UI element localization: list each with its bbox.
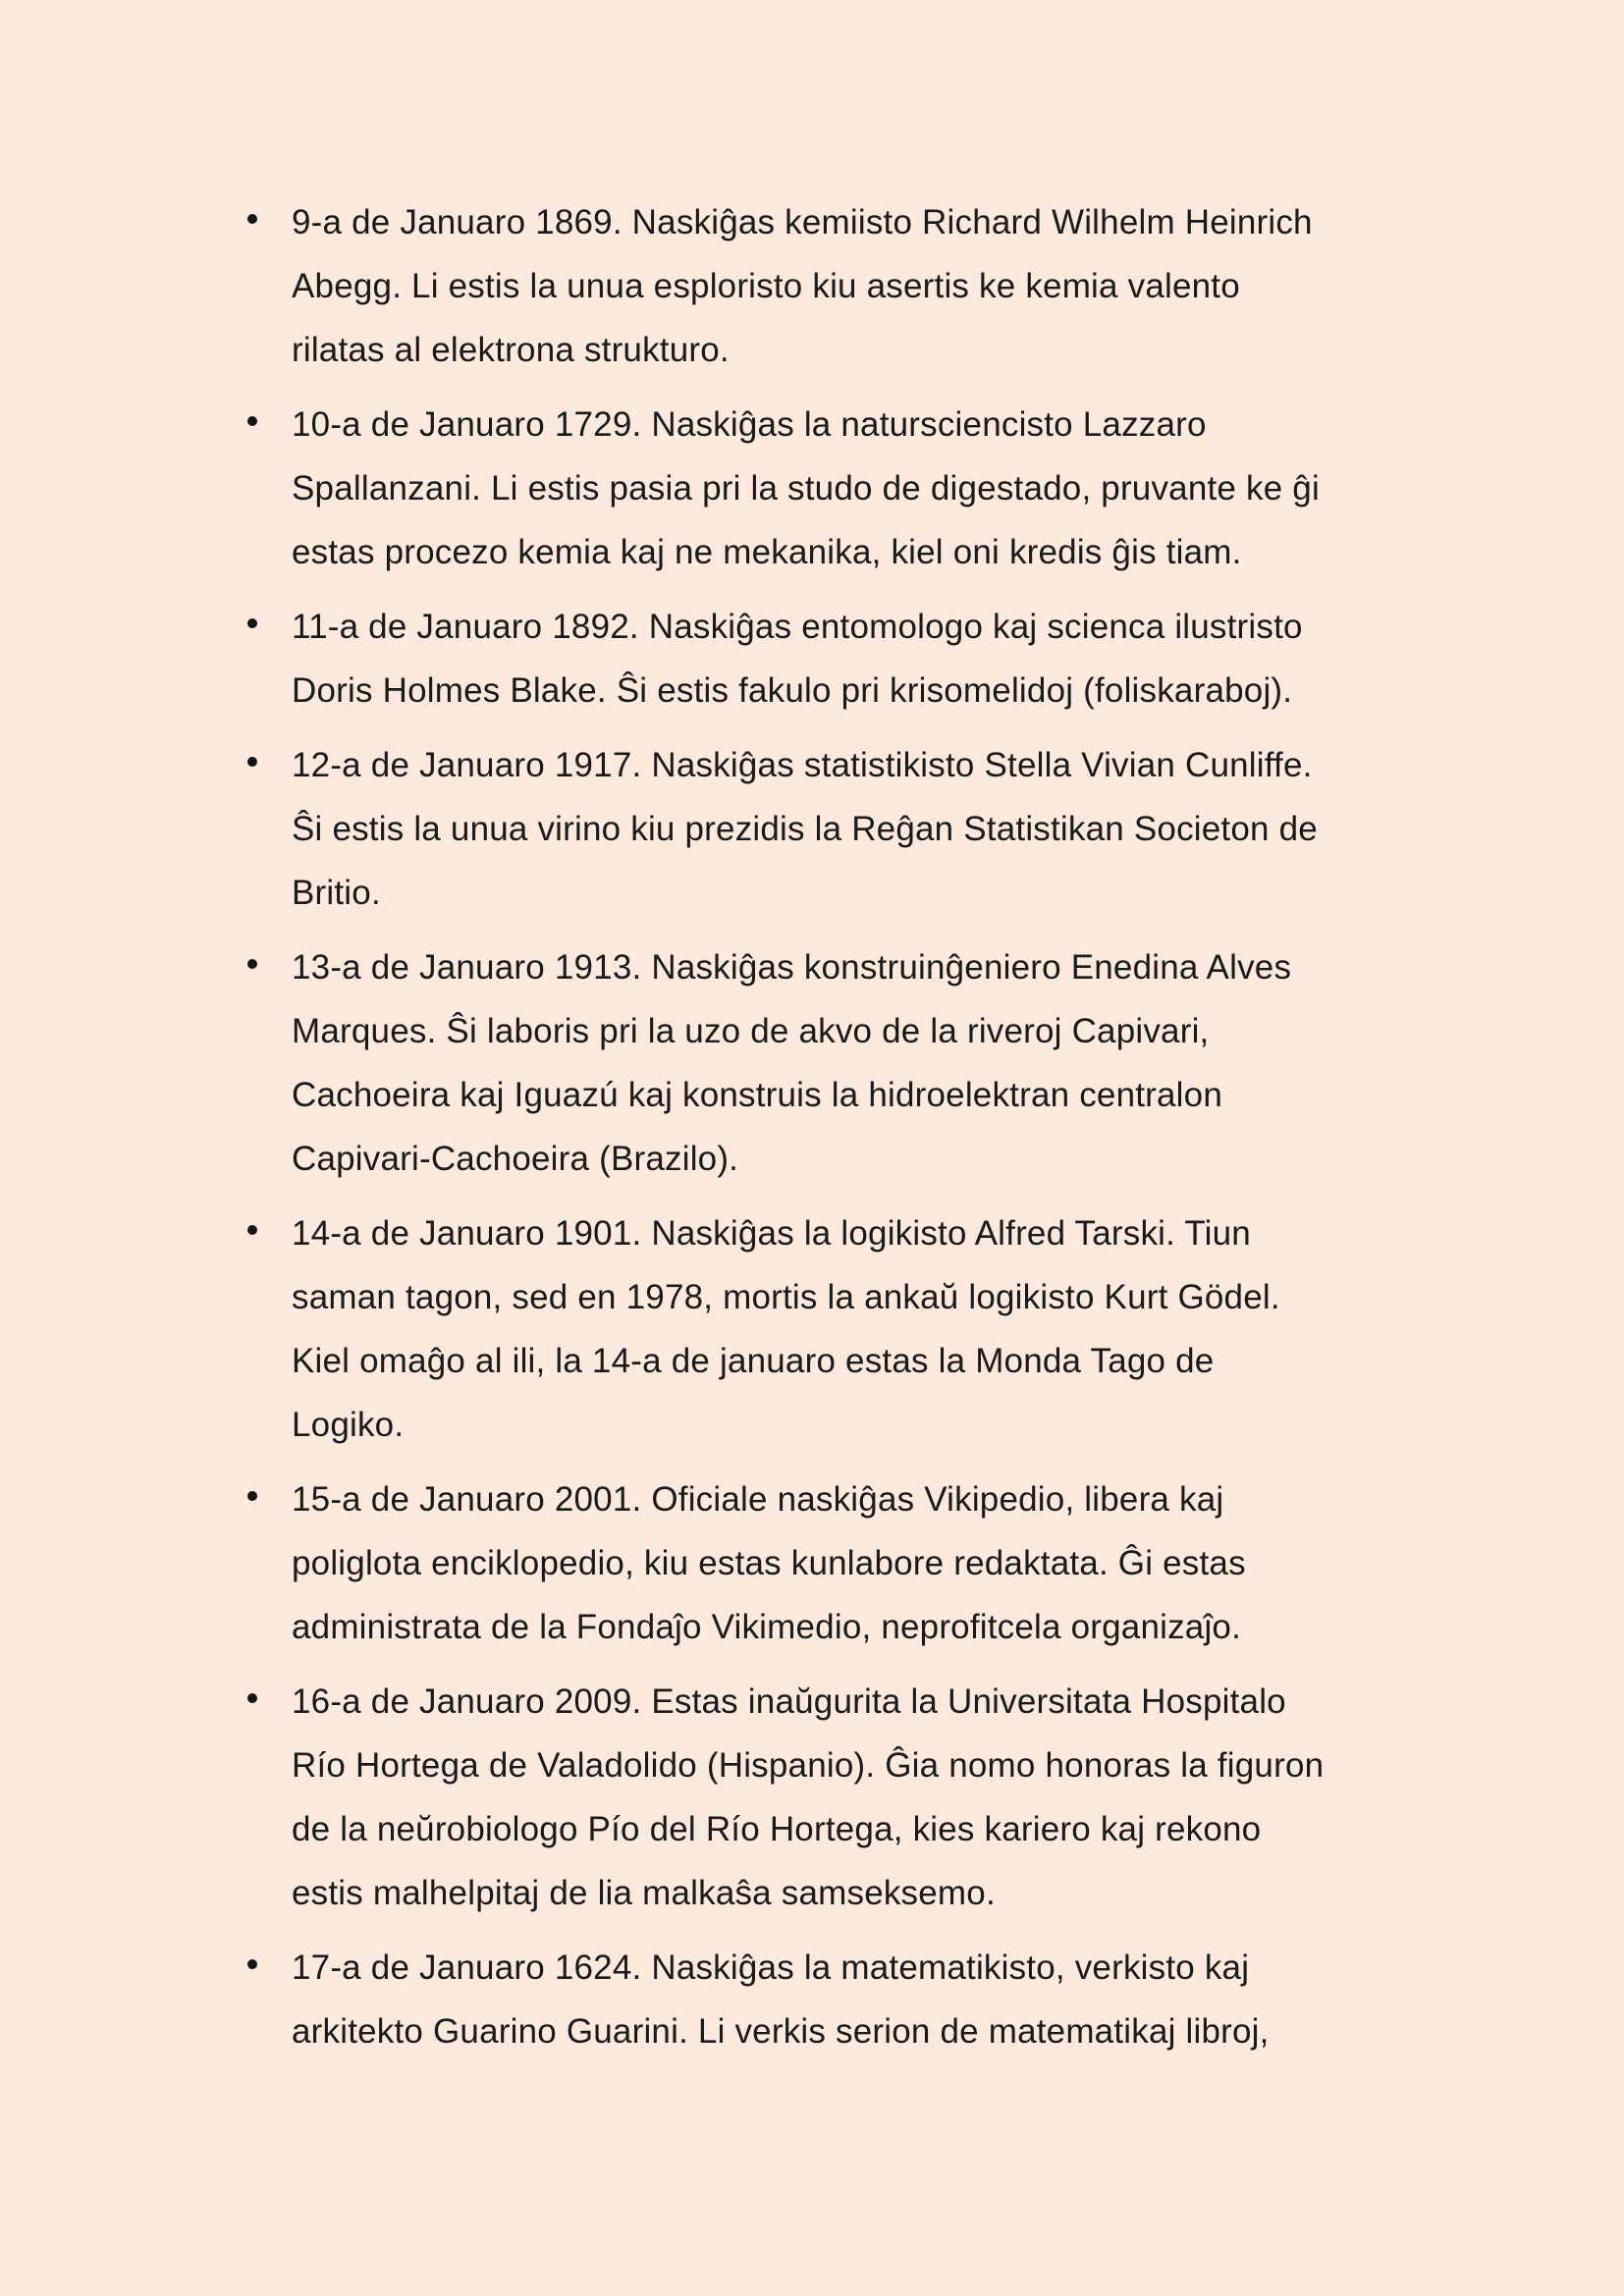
list-item-line: 12-a de Januaro 1917. Naskiĝas statistikisto Stella Vivian Cunliffe. <box>292 746 1313 784</box>
bullet-icon <box>247 1491 257 1501</box>
list-item-line: 10-a de Januaro 1729. Naskiĝas la natursciencisto Lazzaro <box>292 405 1207 444</box>
list-item <box>247 1468 1565 1659</box>
list-item-line: Río Hortega de Valadolido (Hispanio). Ĝia nomo honoras la figuron <box>292 1746 1325 1785</box>
list-item-lines <box>292 595 1565 722</box>
list-item-line: 16-a de Januaro 2009. Estas inaŭgurita la Universitata Hospitalo <box>292 1682 1286 1721</box>
list-item-line: Logiko. <box>292 1406 405 1444</box>
list-item-line: Capivari-Cachoeira (Brazilo). <box>292 1140 739 1178</box>
list-item <box>247 1936 1565 2063</box>
bullet-icon <box>247 1693 257 1703</box>
bullet-icon <box>247 1959 257 1969</box>
list-item-lines <box>292 733 1565 925</box>
list-item-line: Ŝi estis la unua virino kiu prezidis la Reĝan Statistikan Societon de <box>292 810 1318 848</box>
bullet-icon <box>247 618 257 628</box>
bullet-icon <box>247 214 257 224</box>
list-item-line: 14-a de Januaro 1901. Naskiĝas la logikisto Alfred Tarski. Tiun <box>292 1214 1251 1253</box>
list-item <box>247 1670 1565 1925</box>
list-item-line: estas procezo kemia kaj ne mekanika, kiel oni kredis ĝis tiam. <box>292 533 1242 571</box>
bullet-icon <box>247 757 257 767</box>
list-item-line: 15-a de Januaro 2001. Oficiale naskiĝas Vikipedio, libera kaj <box>292 1480 1224 1519</box>
list-item-line: administrata de la Fondaĵo Vikimedio, neprofitcela organizaĵo. <box>292 1608 1242 1646</box>
list-item-lines <box>292 1670 1565 1925</box>
list-item-line: Abegg. Li estis la unua esploristo kiu asertis ke kemia valento <box>292 267 1240 305</box>
list-item-lines <box>292 190 1565 382</box>
bullet-icon <box>247 1225 257 1235</box>
list-item-line: rilatas al elektrona strukturo. <box>292 331 730 369</box>
list-item-line: 17-a de Januaro 1624. Naskiĝas la matematikisto, verkisto kaj <box>292 1949 1250 1987</box>
list-item-line: Kiel omaĝo al ili, la 14-a de januaro estas la Monda Tago de <box>292 1342 1215 1380</box>
list-item-lines <box>292 1201 1565 1457</box>
list-item-line: Marques. Ŝi laboris pri la uzo de akvo de la riveroj Capivari, <box>292 1012 1210 1050</box>
list-item-lines <box>292 393 1565 584</box>
list-item <box>247 595 1565 722</box>
bullet-icon <box>247 959 257 969</box>
list-item-line: estis malhelpitaj de lia malkaŝa samseksemo. <box>292 1874 996 1912</box>
list-item-line: Cachoeira kaj Iguazú kaj konstruis la hidroelektran centralon <box>292 1076 1222 1114</box>
list-item <box>247 393 1565 584</box>
list-item-line: Britio. <box>292 874 381 912</box>
list-item-line: poliglota enciklopedio, kiu estas kunlabore redaktata. Ĝi estas <box>292 1544 1246 1582</box>
list-item-line: arkitekto Guarino Guarini. Li verkis serion de matematikaj libroj, <box>292 2012 1270 2051</box>
bullet-icon <box>247 416 257 426</box>
list-item-line: de la neŭrobiologo Pío del Río Hortega, kies kariero kaj rekono <box>292 1810 1262 1848</box>
list-item-line: Spallanzani. Li estis pasia pri la studo de digestado, pruvante ke ĝi <box>292 469 1320 507</box>
list-item-line: 13-a de Januaro 1913. Naskiĝas konstruinĝeniero Enedina Alves <box>292 948 1292 987</box>
list-item-line: 9-a de Januaro 1869. Naskiĝas kemiisto Richard Wilhelm Heinrich <box>292 203 1313 241</box>
list-item <box>247 190 1565 382</box>
list-item-lines <box>292 1936 1565 2063</box>
list-item-lines <box>292 935 1565 1191</box>
list-item-line: Doris Holmes Blake. Ŝi estis fakulo pri krisomelidoj (foliskaraboj). <box>292 671 1293 710</box>
list-item-line: saman tagon, sed en 1978, mortis la ankaŭ logikisto Kurt Gödel. <box>292 1278 1280 1316</box>
list-item <box>247 1201 1565 1457</box>
list-item-lines <box>292 1468 1565 1659</box>
list-item-line: 11-a de Januaro 1892. Naskiĝas entomologo kaj scienca ilustristo <box>292 608 1303 646</box>
list-item <box>247 935 1565 1191</box>
list-item <box>247 733 1565 925</box>
